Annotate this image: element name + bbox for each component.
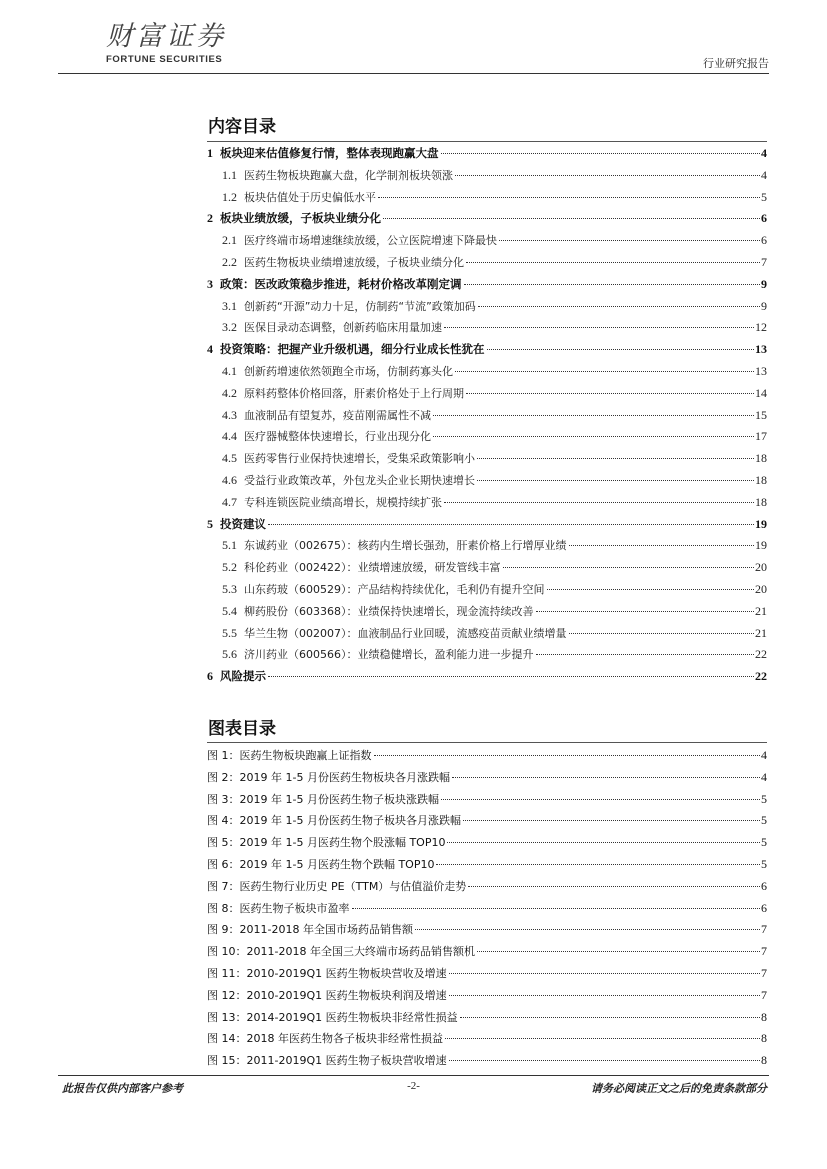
toc-entry-page: 22 bbox=[755, 669, 767, 684]
toc-entry-page: 21 bbox=[755, 603, 767, 618]
dot-leader bbox=[441, 799, 760, 800]
toc-entry-page: 6 bbox=[761, 211, 767, 226]
dot-leader bbox=[449, 1060, 760, 1061]
figure-entry-page: 7 bbox=[761, 944, 767, 959]
toc-entry-title: 创新药增速依然领跑全市场，仿制药寡头化 bbox=[244, 365, 453, 378]
figure-entry-caption: 图 7：医药生物行业历史 PE（TTM）与估值溢价走势 bbox=[207, 879, 467, 893]
footer-disclaimer-right: 请务必阅读正文之后的免责条款部分 bbox=[591, 1082, 767, 1095]
toc-section-entry[interactable] bbox=[207, 319, 767, 341]
toc-entry-title: 柳药股份（603368）：业绩保持快速增长，现金流持续改善 bbox=[244, 604, 534, 618]
toc-chapter-entry[interactable] bbox=[207, 668, 767, 690]
footer-divider bbox=[58, 1075, 769, 1076]
dot-leader bbox=[378, 197, 760, 198]
dot-leader bbox=[449, 973, 760, 974]
figure-entry-caption: 图 10：2011-2018 年全国三大终端市场药品销售额机 bbox=[207, 945, 475, 959]
dot-leader bbox=[268, 676, 754, 677]
toc-entry-number: 5.1 bbox=[222, 538, 237, 553]
figure-entry-page: 8 bbox=[761, 1009, 767, 1024]
toc-chapter-entry[interactable] bbox=[207, 341, 767, 363]
toc-entry-number: 5.4 bbox=[222, 603, 237, 618]
toc-entry-title: 科伦药业（002422）：业绩增速放缓，研发管线丰富 bbox=[244, 561, 501, 575]
toc-section-entry[interactable] bbox=[207, 603, 767, 625]
dot-leader bbox=[374, 755, 761, 756]
toc-chapter-entry[interactable] bbox=[207, 145, 767, 167]
toc-entry-number: 4 bbox=[207, 342, 213, 357]
figure-entry-caption: 图 13：2014-2019Q1 医药生物板块非经常性损益 bbox=[207, 1010, 458, 1024]
toc-entry-page: 17 bbox=[755, 429, 767, 444]
toc-entry-page: 19 bbox=[755, 516, 767, 531]
toc-entry-number: 5.3 bbox=[222, 582, 237, 596]
figure-entry[interactable] bbox=[207, 878, 767, 899]
dot-leader bbox=[466, 393, 754, 394]
dot-leader bbox=[477, 458, 754, 459]
toc-entry-title: 医药零售行业保持快速增长，受集采政策影响小 bbox=[244, 452, 475, 466]
toc-entry-page: 18 bbox=[755, 451, 767, 466]
toc-entry-title: 医药生物板块跑赢大盘，化学制剂板块领涨 bbox=[244, 168, 453, 182]
toc-entry-page: 18 bbox=[755, 473, 767, 487]
figure-entry[interactable] bbox=[207, 856, 767, 877]
toc-section-entry[interactable] bbox=[207, 559, 767, 581]
toc-entry-number: 2.2 bbox=[222, 255, 237, 269]
figure-entry[interactable] bbox=[207, 921, 767, 942]
toc-entry-number: 3.2 bbox=[222, 320, 237, 335]
figure-entry-page: 8 bbox=[761, 1053, 767, 1068]
toc-section-entry[interactable] bbox=[207, 494, 767, 516]
dot-leader bbox=[436, 864, 760, 865]
table-of-contents bbox=[207, 141, 767, 687]
figure-entry-page: 5 bbox=[761, 813, 767, 828]
toc-entry-number: 4.2 bbox=[222, 385, 237, 400]
toc-entry-number: 4.3 bbox=[222, 407, 237, 422]
toc-entry-title: 风险提示 bbox=[220, 669, 266, 684]
dot-leader bbox=[445, 1038, 760, 1039]
dot-leader bbox=[441, 153, 761, 154]
toc-entry-page: 9 bbox=[761, 298, 767, 313]
toc-section-entry[interactable] bbox=[207, 363, 767, 385]
toc-section-entry[interactable] bbox=[207, 625, 767, 647]
toc-section-entry[interactable] bbox=[207, 646, 767, 668]
toc-entry-page: 14 bbox=[755, 385, 767, 400]
toc-entry-title: 东诚药业（002675）：核药内生增长强劲，肝素价格上行增厚业绩 bbox=[244, 539, 567, 553]
dot-leader bbox=[444, 327, 754, 328]
figure-entry[interactable] bbox=[207, 943, 767, 964]
toc-section-entry[interactable] bbox=[207, 407, 767, 429]
toc-entry-number: 6 bbox=[207, 669, 213, 684]
toc-section-entry[interactable] bbox=[207, 385, 767, 407]
toc-entry-title: 投资策略：把握产业升级机遇，细分行业成长性犹在 bbox=[220, 342, 485, 357]
dot-leader bbox=[466, 262, 760, 263]
dot-leader bbox=[477, 480, 754, 481]
toc-entry-number: 2.1 bbox=[222, 233, 237, 248]
toc-section-entry[interactable] bbox=[207, 298, 767, 320]
figure-entry-caption: 图 14：2018 年医药生物各子板块非经常性损益 bbox=[207, 1032, 443, 1046]
toc-entry-number: 1.1 bbox=[222, 167, 237, 182]
figure-entry[interactable] bbox=[207, 769, 767, 790]
toc-entry-title: 板块估值处于历史偏低水平 bbox=[244, 190, 376, 204]
toc-section-entry[interactable] bbox=[207, 428, 767, 450]
toc-entry-page: 21 bbox=[755, 625, 767, 640]
toc-entry-title: 创新药“开源”动力十足，仿制药“节流”政策加码 bbox=[244, 299, 476, 313]
dot-leader bbox=[415, 929, 760, 930]
toc-entry-title: 投资建议 bbox=[220, 516, 266, 531]
footer-disclaimer-left: 此报告仅供内部客户参考 bbox=[62, 1082, 183, 1095]
toc-entry-page: 12 bbox=[755, 320, 767, 335]
toc-entry-number: 3 bbox=[207, 276, 213, 291]
toc-entry-title: 政策：医改政策稳步推进，耗材价格改革刚定调 bbox=[220, 276, 462, 291]
figure-entry[interactable] bbox=[207, 1009, 767, 1030]
toc-entry-title: 济川药业（600566）：业绩稳健增长，盈利能力进一步提升 bbox=[244, 648, 534, 662]
figure-entry[interactable] bbox=[207, 812, 767, 833]
toc-entry-number: 4.5 bbox=[222, 451, 237, 466]
page-number: -2- bbox=[407, 1080, 420, 1092]
dot-leader bbox=[547, 589, 755, 590]
toc-entry-page: 13 bbox=[755, 342, 767, 357]
figure-entry[interactable] bbox=[207, 834, 767, 855]
dot-leader bbox=[569, 633, 755, 634]
figure-entry-page: 6 bbox=[761, 900, 767, 915]
figure-entry-caption: 图 9：2011-2018 年全国市场药品销售额 bbox=[207, 923, 413, 937]
figure-entry-page: 5 bbox=[761, 835, 767, 850]
figure-entry-caption: 图 15：2011-2019Q1 医药生物子板块营收增速 bbox=[207, 1054, 447, 1068]
toc-entry-page: 13 bbox=[755, 364, 767, 378]
document-type-label: 行业研究报告 bbox=[703, 57, 769, 70]
figure-list bbox=[207, 742, 767, 1073]
dot-leader bbox=[487, 349, 755, 350]
toc-chapter-entry[interactable] bbox=[207, 210, 767, 232]
toc-entry-title: 原料药整体价格回落，肝素价格处于上行周期 bbox=[244, 386, 464, 400]
toc-entry-number: 3.1 bbox=[222, 298, 237, 313]
figure-entry[interactable] bbox=[207, 1030, 767, 1051]
dot-leader bbox=[444, 502, 754, 503]
toc-entry-page: 7 bbox=[761, 255, 767, 269]
toc-entry-number: 5 bbox=[207, 516, 213, 531]
figure-entry-caption: 图 1：医药生物板块跑赢上证指数 bbox=[207, 749, 372, 762]
toc-entry-title: 板块业绩放缓，子板块业绩分化 bbox=[220, 211, 381, 226]
figure-entry-page: 7 bbox=[761, 966, 767, 980]
dot-leader bbox=[447, 842, 760, 843]
toc-entry-title: 华兰生物（002007）：血液制品行业回暖，流感疫苗贡献业绩增量 bbox=[244, 626, 567, 640]
dot-leader bbox=[536, 654, 755, 655]
dot-leader bbox=[503, 567, 755, 568]
figure-entry-page: 4 bbox=[761, 769, 767, 784]
toc-entry-title: 受益行业政策改革，外包龙头企业长期快速增长 bbox=[244, 474, 475, 487]
toc-entry-title: 血液制品有望复苏，疫苗刚需属性不减 bbox=[244, 408, 431, 422]
dot-leader bbox=[478, 306, 760, 307]
toc-entry-title: 医药生物板块业绩增速放缓，子板块业绩分化 bbox=[244, 256, 464, 269]
figure-entry-page: 7 bbox=[761, 922, 767, 937]
toc-entry-title: 板块迎来估值修复行情，整体表现跑赢大盘 bbox=[220, 146, 439, 160]
figure-entry[interactable] bbox=[207, 987, 767, 1008]
toc-section-entry[interactable] bbox=[207, 232, 767, 254]
toc-entry-number: 5.5 bbox=[222, 625, 237, 640]
toc-entry-page: 20 bbox=[755, 560, 767, 575]
logo-english-name: FORTUNE SECURITIES bbox=[106, 54, 223, 65]
dot-leader bbox=[463, 820, 760, 821]
toc-section-entry[interactable] bbox=[207, 472, 767, 494]
toc-entry-number: 5.6 bbox=[222, 647, 237, 662]
figure-entry-caption: 图 12：2010-2019Q1 医药生物板块利润及增速 bbox=[207, 988, 447, 1002]
toc-entry-title: 医疗器械整体快速增长，行业出现分化 bbox=[244, 430, 431, 444]
toc-section-entry[interactable] bbox=[207, 167, 767, 189]
dot-leader bbox=[455, 175, 760, 176]
logo-chinese-name: 财富证券 bbox=[106, 21, 226, 52]
company-logo bbox=[106, 22, 226, 65]
dot-leader bbox=[352, 908, 761, 909]
toc-entry-title: 山东药玻（600529）：产品结构持续优化，毛利仍有提升空间 bbox=[244, 583, 545, 596]
figure-entry-caption: 图 4：2019 年 1-5 月份医药生物子板块各月涨跌幅 bbox=[207, 814, 461, 828]
figure-entry-caption: 图 3：2019 年 1-5 月份医药生物子板块涨跌幅 bbox=[207, 792, 439, 806]
toc-entry-number: 5.2 bbox=[222, 560, 237, 575]
figure-entry-page: 5 bbox=[761, 791, 767, 806]
dot-leader bbox=[536, 611, 755, 612]
toc-section-entry[interactable] bbox=[207, 581, 767, 603]
toc-section-entry[interactable] bbox=[207, 537, 767, 559]
toc-entry-number: 1 bbox=[207, 146, 213, 160]
toc-entry-page: 18 bbox=[755, 494, 767, 509]
dot-leader bbox=[449, 995, 760, 996]
figure-entry-caption: 图 2：2019 年 1-5 月份医药生物板块各月涨跌幅 bbox=[207, 770, 450, 784]
figure-entry-page: 6 bbox=[761, 878, 767, 893]
figure-entry[interactable] bbox=[207, 747, 767, 768]
toc-chapter-entry[interactable] bbox=[207, 516, 767, 538]
toc-entry-page: 4 bbox=[761, 146, 767, 160]
dot-leader bbox=[452, 777, 760, 778]
toc-entry-page: 20 bbox=[755, 582, 767, 596]
figure-list-title: 图表目录 bbox=[208, 719, 276, 739]
dot-leader bbox=[569, 545, 755, 546]
toc-entry-page: 5 bbox=[761, 189, 767, 204]
figure-entry[interactable] bbox=[207, 1052, 767, 1073]
toc-entry-number: 4.4 bbox=[222, 429, 237, 444]
dot-leader bbox=[383, 218, 760, 219]
toc-entry-number: 4.1 bbox=[222, 364, 237, 378]
toc-entry-page: 15 bbox=[755, 407, 767, 422]
toc-entry-number: 4.7 bbox=[222, 494, 237, 509]
dot-leader bbox=[268, 524, 754, 525]
figure-entry-caption: 图 8：医药生物子板块市盈率 bbox=[207, 901, 350, 915]
figure-entry[interactable] bbox=[207, 791, 767, 812]
figure-entry-page: 8 bbox=[761, 1031, 767, 1046]
dot-leader bbox=[477, 951, 760, 952]
dot-leader bbox=[433, 415, 754, 416]
toc-chapter-entry[interactable] bbox=[207, 276, 767, 298]
figure-entry-caption: 图 11：2010-2019Q1 医药生物板块营收及增速 bbox=[207, 967, 447, 980]
figure-entry-caption: 图 5：2019 年 1-5 月医药生物个股涨幅 TOP10 bbox=[207, 836, 446, 850]
toc-section-entry[interactable] bbox=[207, 189, 767, 211]
toc-entry-title: 专科连锁医院业绩高增长，规模持续扩张 bbox=[244, 495, 442, 509]
toc-entry-page: 4 bbox=[761, 167, 767, 182]
dot-leader bbox=[499, 240, 760, 241]
figure-entry-page: 5 bbox=[761, 857, 767, 871]
figure-entry[interactable] bbox=[207, 965, 767, 986]
dot-leader bbox=[468, 886, 760, 887]
toc-entry-page: 19 bbox=[755, 538, 767, 553]
toc-entry-number: 1.2 bbox=[222, 189, 237, 204]
dot-leader bbox=[455, 371, 754, 372]
toc-entry-number: 4.6 bbox=[222, 473, 237, 487]
dot-leader bbox=[460, 1017, 760, 1018]
toc-entry-page: 9 bbox=[761, 276, 767, 291]
figure-entry[interactable] bbox=[207, 900, 767, 921]
figure-entry-caption: 图 6：2019 年 1-5 月医药生物个跌幅 TOP10 bbox=[207, 858, 435, 871]
figure-entry-page: 4 bbox=[761, 748, 767, 762]
toc-section-entry[interactable] bbox=[207, 450, 767, 472]
header-divider bbox=[58, 73, 769, 74]
toc-entry-page: 22 bbox=[755, 647, 767, 662]
toc-entry-title: 医保目录动态调整，创新药临床用量加速 bbox=[244, 321, 442, 335]
toc-entry-number: 2 bbox=[207, 211, 213, 226]
toc-entry-page: 6 bbox=[761, 233, 767, 248]
toc-title: 内容目录 bbox=[208, 117, 276, 137]
toc-entry-title: 医疗终端市场增速继续放缓，公立医院增速下降最快 bbox=[244, 234, 497, 248]
figure-entry-page: 7 bbox=[761, 987, 767, 1002]
dot-leader bbox=[433, 436, 754, 437]
dot-leader bbox=[464, 284, 761, 285]
toc-section-entry[interactable] bbox=[207, 254, 767, 276]
